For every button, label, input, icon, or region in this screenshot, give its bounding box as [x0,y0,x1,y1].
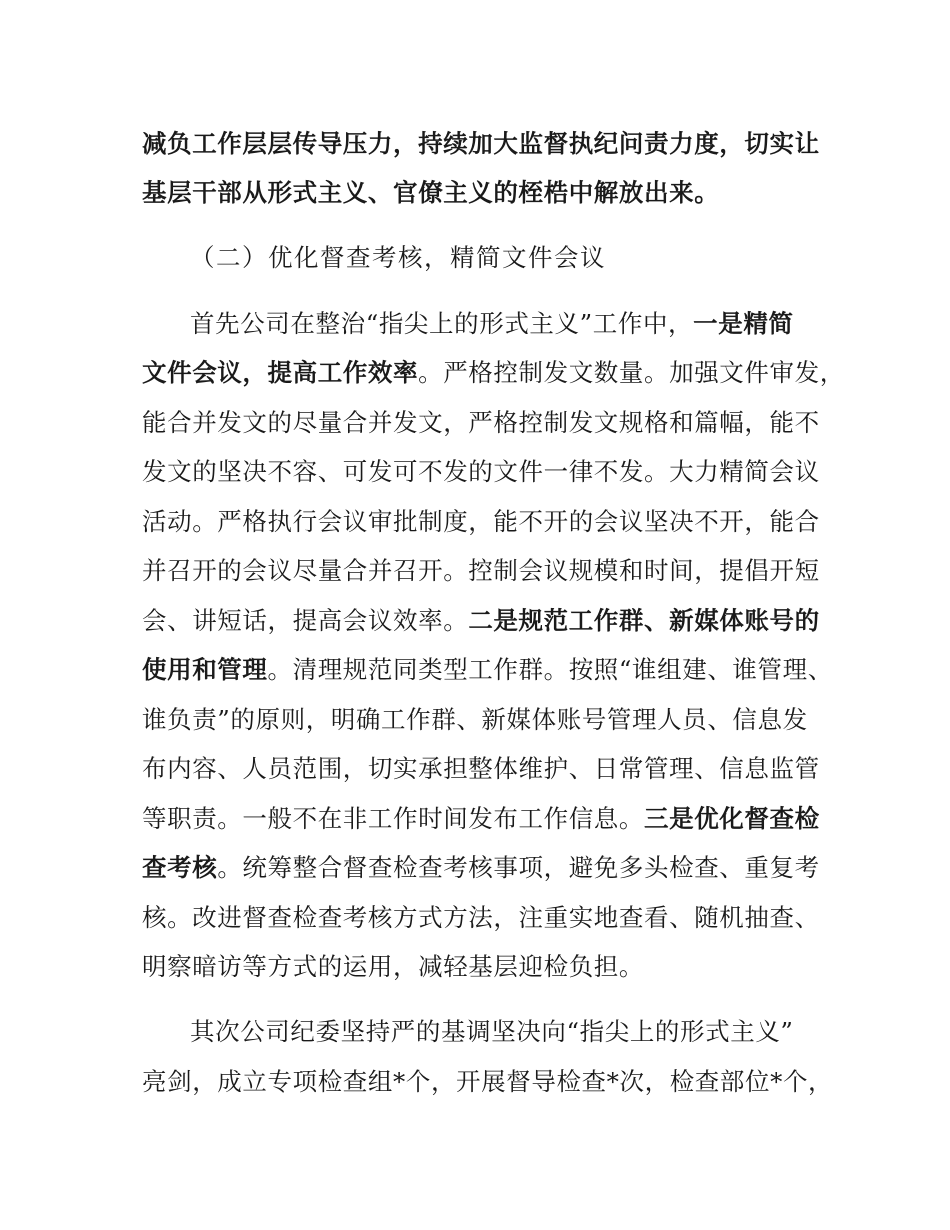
section-heading [190,242,606,274]
text-run: 首先公司在整治“指尖上的形式主义”工作中， [190,309,694,338]
text-run: 。清理规范同类型工作群。按照“谁组建、谁管理、 [267,655,833,684]
paragraph-line [142,753,820,785]
paragraph-line [190,308,794,340]
paragraph-line [142,605,820,637]
paragraph-line [142,1066,833,1098]
paragraph-line [142,555,820,587]
text-run: 其次公司纪委坚持严的基调坚决向“指尖上的形式主义” [190,1017,794,1046]
paragraph-line [142,654,833,686]
text-run: 使用和管理 [142,655,268,684]
paragraph-line [142,852,820,884]
text-run: 发文的坚决不容、可发可不发的文件一律不发。大力精简会议 [142,457,820,486]
paragraph-line [142,177,719,209]
paragraph-line [142,407,820,439]
paragraph-line [142,128,820,160]
paragraph-line [142,456,820,488]
text-run: 二是规范工作群、新媒体账号的 [468,606,820,635]
text-run: 减负工作层层传导压力，持续加大监督执纪问责力度，切实让 [142,129,820,158]
paragraph-line [142,506,820,538]
text-run: 会、讲短话，提高会议效率。 [142,606,469,635]
text-run: 。统筹整合督查检查考核事项，避免多头检查、重复考 [217,853,820,882]
text-run: 核。改进督查检查考核方式方法，注重实地查看、随机抽查、 [142,903,820,932]
text-run: （二）优化督查考核，精简文件会议 [190,243,606,272]
text-run: 基层干部从形式主义、官僚主义的桎梏中解放出来。 [142,178,720,207]
text-run: 活动。严格执行会议审批制度，能不开的会议坚决不开，能合 [142,507,820,536]
text-run: 明察暗访等方式的运用，减轻基层迎检负担。 [142,952,644,981]
text-run: 一是精简 [693,309,794,338]
paragraph-line [142,902,820,934]
text-run: 能合并发文的尽量合并发文，严格控制发文规格和篇幅，能不 [142,408,820,437]
text-run: 查考核 [142,853,218,882]
text-run: 亮剑，成立专项检查组*个，开展督导检查*次，检查部位*个， [142,1067,834,1096]
text-run: 布内容、人员范围，切实承担整体维护、日常管理、信息监管 [142,754,820,783]
text-run: 文件会议，提高工作效率 [142,358,419,387]
paragraph-line [142,704,808,736]
paragraph-line [190,1016,794,1048]
text-run: 并召开的会议尽量合并召开。控制会议规模和时间，提倡开短 [142,556,820,585]
text-run: 等职责。一般不在非工作时间发布工作信息。 [142,804,644,833]
paragraph-line [142,803,820,835]
text-run: 。严格控制发文数量。加强文件审发， [418,358,845,387]
text-run: 谁负责”的原则，明确工作群、新媒体账号管理人员、信息发 [142,705,808,734]
text-run: 三是优化督查检 [644,804,820,833]
paragraph-line [142,951,644,983]
paragraph-line [142,357,845,389]
